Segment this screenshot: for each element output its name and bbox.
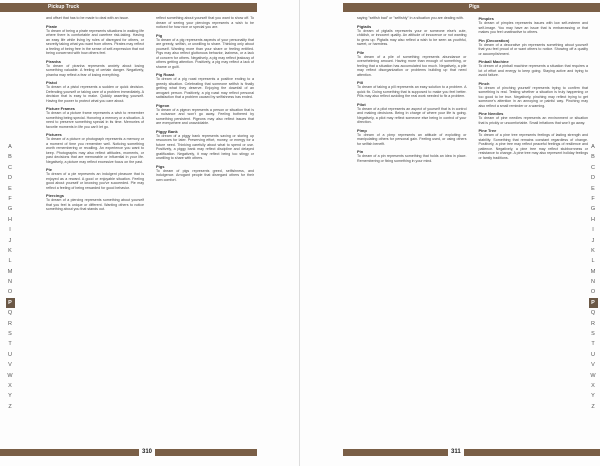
entry-heading: Pictures (46, 132, 62, 137)
alphabet-letter-c[interactable]: C (591, 164, 595, 171)
entry-heading: Pile (357, 49, 365, 55)
entry-heading: Pistol (46, 80, 57, 85)
entry-heading: Pie (46, 167, 53, 172)
alphabet-letter-m[interactable]: M (7, 268, 13, 275)
alphabet-letter-d[interactable]: D (8, 175, 12, 182)
entry-heading: Pig Roast (156, 72, 175, 77)
alphabet-letter-m[interactable]: M (590, 268, 596, 275)
entry-text: To dream of a pine tree represents feelings of lasting strength and stability. Something that remains constant regardless of change. Positively, a pine tree may reflect peaceful feelings of resilience and patience. Negatively, a pine tree may reflect stubbornness or resistance to change. A pine tree may also represent holiday feelings or family traditions. (478, 133, 588, 160)
dictionary-entry (357, 149, 467, 163)
alphabet-letter-l[interactable]: L (591, 258, 595, 265)
dictionary-entry (479, 38, 589, 57)
dictionary-entry (357, 24, 467, 47)
entry-heading: Pimples (478, 16, 494, 21)
entry-heading: Pine Tree (478, 128, 497, 133)
entry-text: To dream of piranha represents anxiety about losing something valuable. A feeling of certain danger. Negatively, piranha may reflect a fear of losing everything. (46, 63, 144, 77)
entry-text: To dream of a pinball machine represents a situation that requires a lot of effort and energy to keep going. Staying active and trying to avoid failure. (478, 64, 588, 77)
alphabet-letter-c[interactable]: C (8, 164, 12, 171)
dictionary-entry (46, 106, 144, 129)
alphabet-letter-f[interactable]: F (591, 195, 595, 202)
dictionary-entry (156, 33, 254, 70)
dictionary-entry (156, 164, 254, 183)
alphabet-letter-g[interactable]: G (7, 206, 13, 213)
alphabet-letter-e[interactable]: E (8, 185, 12, 192)
entry-text: To dream of a pile of something represents abundance or overwhelming amount. Having more than enough of something, or feeling that a situation has accumulated too much. Negatively, a pile may reflect disorganization or problems building up that need attention. (357, 54, 467, 77)
alphabet-letter-i[interactable]: I (592, 227, 594, 234)
alphabet-letter-w[interactable]: W (590, 372, 596, 379)
alphabet-letter-i[interactable]: I (9, 227, 11, 234)
alphabet-letter-j[interactable]: J (591, 237, 595, 244)
alphabet-letter-x[interactable]: X (8, 382, 12, 389)
right-alphabet-index (588, 142, 598, 412)
alphabet-letter-q[interactable]: Q (7, 310, 13, 317)
entry-heading: Piggy Bank (156, 128, 178, 134)
alphabet-letter-o[interactable]: O (7, 289, 13, 296)
entry-text: To dream of a pigeon represents a person or situation that is a nuisance and won't go away. Feeling bothered by something persistent. Pigeons may also reflect issues that are everywhere and unavoidable. (156, 107, 254, 125)
entry-heading: Pirate (46, 23, 58, 29)
left-alphabet-index (5, 142, 15, 412)
entry-text: To dream of pine needles represents an environment or situation that is prickly or uncomfortable. Small irritations that won't go away. (478, 116, 588, 125)
entry-text: To dream of being a pirate represents situations in waking life where there is comfortable and carefree risk-taking. Having an easy life while living by rules of disregard for others, or secretly taking what you want from others. Pirates may reflect a feeling of being free in the sense of self-expression that not being concerned with how others feel. (46, 28, 144, 55)
entry-text: To dream of pigtails represents your or someone else's cute, childish, or innocent quality. An attitude of innocence or not wanting to grow up. Pigtails may also reflect a wish to be seen as youthful, sweet, or harmless. (357, 28, 467, 46)
dictionary-entry (479, 128, 589, 160)
right-footer-bar (343, 449, 600, 456)
alphabet-letter-a[interactable]: A (8, 144, 12, 150)
alphabet-letter-t[interactable]: T (8, 341, 12, 348)
entry-text: To dream of pinching yourself represents trying to confirm that something is real. Testing whether a situation is truly happening or too good to be true. Negatively, pinching may reflect trying to get someone's attention in an annoying or painful way. Pinching may also reflect a small reminder or a warning. (478, 85, 588, 108)
dictionary-entry (357, 102, 467, 125)
entry-heading: Piercings (46, 193, 65, 198)
right-columns (354, 16, 591, 444)
entry-text: To dream of a pimp represents an attitude of exploiting or manipulating others for personal gain. Feeling used, or using others for selfish benefit. (357, 132, 467, 146)
alphabet-letter-s[interactable]: S (8, 331, 12, 338)
entry-text: To dream of pigs represents greed, selfishness, and indulgence. Arrogant people that disregard others for their own comfort. (156, 168, 254, 182)
left-page-number: 310 (139, 448, 155, 457)
alphabet-letter-b[interactable]: B (591, 154, 595, 161)
dictionary-entry (46, 167, 144, 190)
dictionary-entry (156, 16, 254, 30)
entry-text: To dream of a pig represents aspects of your personality that are greedy, selfish, or unwilling to share. Thinking only about yourself. Wanting more than your share or feeling entitled. Pigs may also reflect gluttonous behavior, laziness, or a lack of concern for others. Negatively, a pig may reflect jealousy of others getting attention. Positively, a pig may reflect a lack of shame or guilt. (156, 37, 255, 69)
right-page (300, 0, 600, 466)
entry-heading: Pinball Machine (478, 59, 509, 64)
dictionary-entry (357, 50, 467, 78)
dictionary-entry (479, 81, 589, 109)
dictionary-entry (46, 80, 144, 103)
left-columns (43, 16, 257, 444)
entry-heading: Picture Frames (46, 106, 75, 111)
entry-heading: Pin (Decoration) (478, 37, 510, 43)
alphabet-letter-d[interactable]: D (591, 175, 595, 182)
left-column-1 (43, 16, 147, 444)
entry-text: reflect something about yourself that you want to show off. To dream of seeing your piercings represents a wish to be noticed for how nice or special you are. (156, 16, 254, 29)
entry-heading: Pimp (357, 127, 367, 133)
entry-heading: Pigs (156, 163, 165, 169)
dictionary-entry (156, 129, 254, 161)
dictionary-entry (357, 16, 467, 21)
entry-heading: Pill (357, 80, 364, 85)
alphabet-letter-u[interactable]: U (8, 351, 12, 358)
alphabet-letter-n[interactable]: N (591, 279, 595, 286)
alphabet-letter-t[interactable]: T (591, 341, 595, 348)
alphabet-letter-v[interactable]: V (8, 362, 12, 369)
alphabet-letter-h[interactable]: H (8, 216, 12, 223)
left-column-2 (153, 16, 257, 444)
dictionary-entry (46, 16, 144, 21)
entry-heading: Pine Needles (478, 111, 504, 116)
left-header-title: Pickup Truck (48, 4, 80, 10)
entry-heading: Pin (357, 149, 364, 154)
entry-text: To dream of a pilot represents an aspect of yourself that is in control and making decisions. Being in charge of where your life is going. Negatively, a pilot may reflect someone else being in control of your direction. (357, 106, 467, 124)
alphabet-letter-r[interactable]: R (8, 320, 12, 327)
dictionary-entry (357, 128, 467, 147)
entry-heading: Pinch (478, 80, 490, 86)
alphabet-letter-o[interactable]: O (590, 289, 596, 296)
alphabet-letter-z[interactable]: Z (591, 403, 595, 410)
right-header-bar (343, 3, 600, 12)
dictionary-entry (357, 80, 467, 99)
right-page-number: 311 (448, 448, 464, 457)
dictionary-entry (46, 59, 144, 78)
alphabet-letter-u[interactable]: U (591, 351, 595, 358)
alphabet-letter-j[interactable]: J (8, 237, 12, 244)
entry-text: To dream of a picture or photograph represents a memory or a moment of time you remember well. Noticing something worth remembering or recalling. An experience you want to keep. Photographs may also reflect attitudes, moments, or past decisions that are memorable or influential in your life. Negatively, a picture may reflect excessive focus on the past. (46, 137, 144, 164)
dictionary-entry (479, 59, 589, 78)
alphabet-letter-r[interactable]: R (591, 320, 595, 327)
dictionary-entry (156, 103, 254, 126)
right-column-2 (476, 16, 592, 444)
alphabet-letter-z[interactable]: Z (8, 403, 12, 410)
alphabet-letter-h[interactable]: H (591, 216, 595, 223)
alphabet-letter-q[interactable]: Q (590, 310, 596, 317)
entry-text: To dream of pimples represents issues with low self-esteem and self-image. You may have an issue that is embarrassing or that makes you feel unattractive to others. (478, 21, 588, 34)
alphabet-letter-l[interactable]: L (8, 258, 12, 265)
entry-heading: Pilot (357, 101, 366, 107)
entry-text: saying "selfish bad" or "selfishly" in a situation you are dealing with. (357, 16, 464, 20)
left-header-bar (0, 3, 257, 12)
dictionary-entry (479, 16, 589, 35)
dictionary-entry (46, 193, 144, 212)
entry-heading: Piranha (46, 58, 61, 64)
entry-text: To dream of a pistol represents a sudden or quick decision. Defending yourself or taking care of a problem immediately. A decision that is easy to make. Quickly asserting yourself. Having the power to protect what you care about. (46, 85, 144, 103)
entry-text: To dream of a pig roast represents a positive ending to a greedy situation. Celebrating that someone selfish is finally getting what they deserve. Enjoying the downfall of an arrogant person. Positively, a pig roast may reflect personal satisfaction that a problem caused by selfishness has ended. (156, 77, 254, 99)
dictionary-entry (479, 111, 589, 125)
entry-text: To dream of a pie represents an indulgent pleasure that is enjoyed as a reward. A good or enjoyable situation. Feeling good about yourself or knowing you've succeeded. Pie may reflect a feeling of being rewarded for good behavior. (46, 172, 144, 190)
alphabet-letter-g[interactable]: G (590, 206, 596, 213)
alphabet-letter-f[interactable]: F (8, 195, 12, 202)
alphabet-letter-w[interactable]: W (7, 372, 13, 379)
dictionary-entry (46, 24, 144, 56)
entry-text: To dream of taking a pill represents an easy solution to a problem. A quick fix. Doing something that is supposed to make you feel better. Pills may also reflect avoiding the real work needed to fix a problem. (357, 85, 467, 98)
entry-text: To dream of a picture frame represents a wish to remember something being special. Honoring a memory or a situation. A need to preserve something special in its time. Memories of favorite moments in life you can't let go. (46, 111, 144, 129)
entry-heading: Pigeon (156, 102, 170, 108)
alphabet-letter-p[interactable]: P (589, 298, 598, 308)
entry-text: and offset that has to be made to deal with an issue. (46, 16, 130, 20)
alphabet-letter-p[interactable]: P (6, 298, 15, 308)
alphabet-letter-k[interactable]: K (8, 247, 12, 254)
alphabet-letter-k[interactable]: K (591, 247, 595, 254)
left-footer-bar (0, 449, 257, 456)
alphabet-letter-a[interactable]: A (591, 144, 595, 150)
alphabet-letter-s[interactable]: S (591, 331, 595, 338)
entry-text: To dream of a piercing represents something about yourself that you feel is unique or different. Wanting others to notice something about you that stands out. (46, 198, 144, 211)
entry-text: To dream of a piggy bank represents saving or storing up resources for later. Preserving effort, money, or energy for a future need. Thinking carefully about what to spend or use. Positively, a piggy bank may reflect discipline and delayed gratification. Negatively, it may reflect being too stingy or unwilling to share with others. (156, 133, 254, 160)
dictionary-entry (156, 72, 254, 100)
alphabet-letter-v[interactable]: V (591, 362, 595, 369)
entry-text: To dream of a decorative pin represents something about yourself that you feel proud of or want others to notice. Showing off a quality or accomplishment. (478, 42, 588, 56)
alphabet-letter-y[interactable]: Y (591, 393, 595, 400)
alphabet-letter-y[interactable]: Y (8, 393, 12, 400)
entry-heading: Pigtails (357, 23, 372, 29)
right-column-1 (354, 16, 470, 444)
alphabet-letter-b[interactable]: B (8, 154, 12, 161)
alphabet-letter-n[interactable]: N (8, 279, 12, 286)
entry-heading: Pig (156, 32, 163, 38)
alphabet-letter-e[interactable]: E (591, 185, 595, 192)
right-header-title: Pigs (469, 4, 480, 10)
entry-text: To dream of a pin represents something that holds an idea in place. Remembering or fixing something in your mind. (357, 154, 467, 163)
dictionary-entry (46, 132, 144, 164)
alphabet-letter-x[interactable]: X (591, 382, 595, 389)
